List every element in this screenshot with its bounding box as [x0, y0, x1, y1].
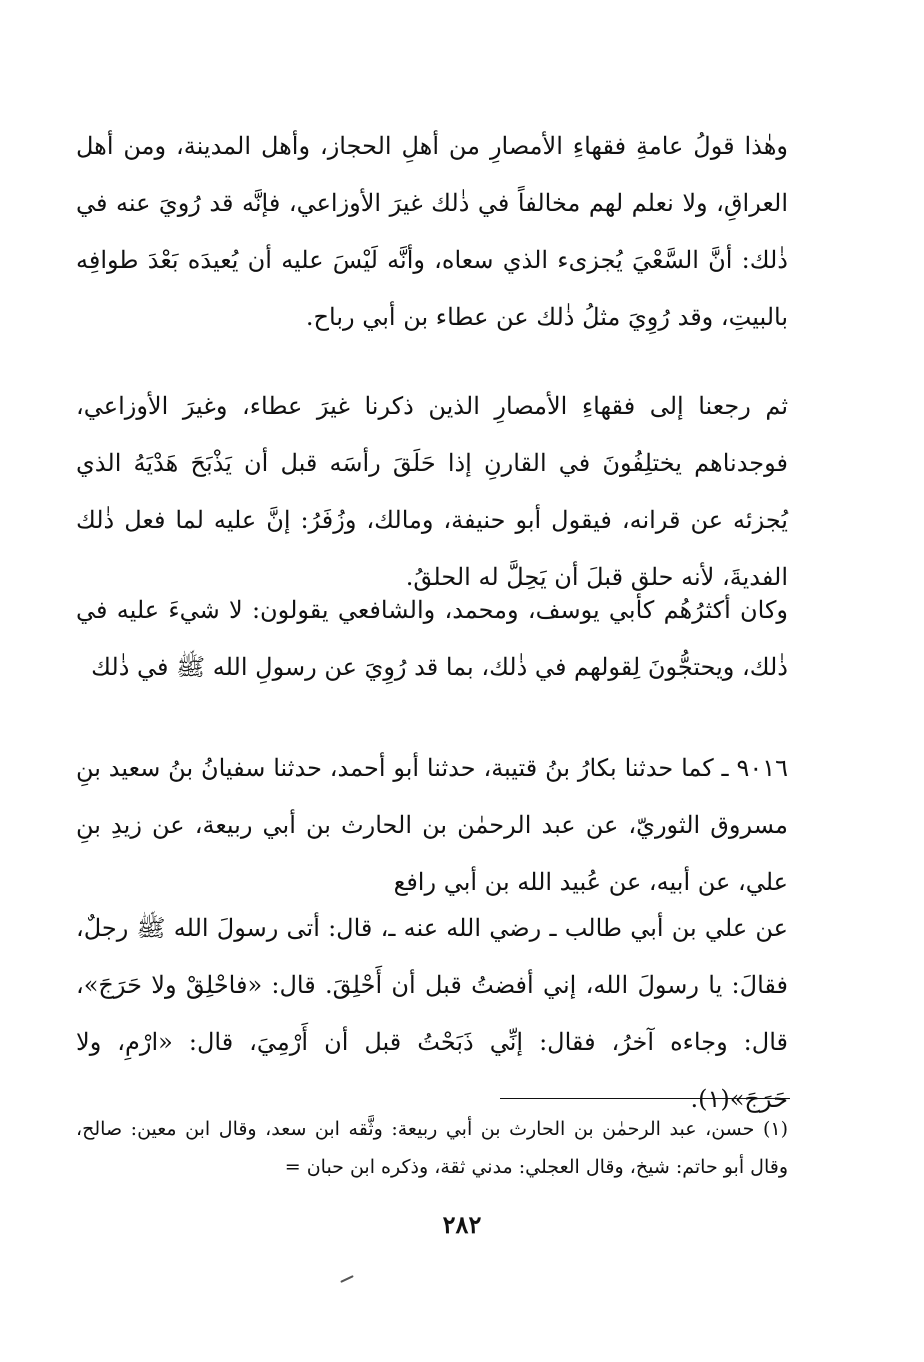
footnote: (١) حسن، عبد الرحمٰن بن الحارث بن أبي ربيعة: وثَّقه ابن سعد، وقال ابن معين: صالح، وقال أبو حاتم: شيخ، وقال العجلي: مدني ثقة، وذكره ابن حبان =: [76, 1118, 788, 1178]
page-number: ٢٨٢: [442, 1210, 482, 1239]
scan-speck: [340, 1275, 354, 1283]
body-paragraph: ثم رجعنا إلى فقهاءِ الأمصارِ الذين ذكرنا غيرَ عطاء، وغيرَ الأوزاعي، فوجدناهم يختلِفُونَ في القارنِ إذا حَلَقَ رأسَه قبل أن يَذْبَحَ هَدْيَهُ الذي يُجزئه عن قرانه، فيقول أبو حنيفة، ومالك، وزُفَرُ: إنَّ عليه لما فعل ذٰلك الفديةَ، لأنه حلق قبلَ أن يَحِلَّ له الحلقُ.: [76, 392, 788, 591]
footnote-separator: [500, 1098, 790, 1099]
hadith-matn-paragraph: عن علي بن أبي طالب ـ رضي الله عنه ـ، قال: أتى رسولَ الله ﷺ رجلٌ، فقالَ: يا رسولَ الله، إني أفضتُ قبل أن أَحْلِقَ. قال: «فاحْلِقْ ولا حَرَجَ»، قال: وجاءه آخرُ، فقال: إنِّي ذَبَحْتُ قبل أن أَرْمِيَ، قال: «ارْمِ، ولا حَرَجَ»(١).: [76, 914, 788, 1113]
body-paragraph: وهٰذا قولُ عامةِ فقهاءِ الأمصارِ من أهلِ الحجاز، وأهل المدينة، ومن أهل العراقِ، ولا نعلم لهم مخالفاً في ذٰلك غيرَ الأوزاعي، فإنَّه قد رُويَ عنه في ذٰلك: أنَّ السَّعْيَ يُجزىء الذي سعاه، وأنَّه لَيْسَ عليه أن يُعيدَه بَعْدَ طوافِه بالبيتِ، وقد رُوِيَ مثلُ ذٰلك عن عطاء بن أبي رباح.: [76, 132, 788, 331]
hadith-isnad-paragraph: ٩٠١٦ ـ كما حدثنا بكارُ بنُ قتيبة، حدثنا أبو أحمد، حدثنا سفيانُ بنُ سعيد بنِ مسروق الثوريّ، عن عبد الرحمٰن بن الحارث بن أبي ربيعة، عن زيدِ بنِ علي، عن أبيه، عن عُبيد الله بن أبي رافع: [76, 754, 788, 896]
body-paragraph: وكان أكثرُهُم كأبي يوسف، ومحمد، والشافعي يقولون: لا شيءَ عليه في ذٰلك، ويحتجُّونَ لِقولهم في ذٰلك، بما قد رُوِيَ عن رسولِ الله ﷺ في ذٰلك: [76, 596, 788, 681]
